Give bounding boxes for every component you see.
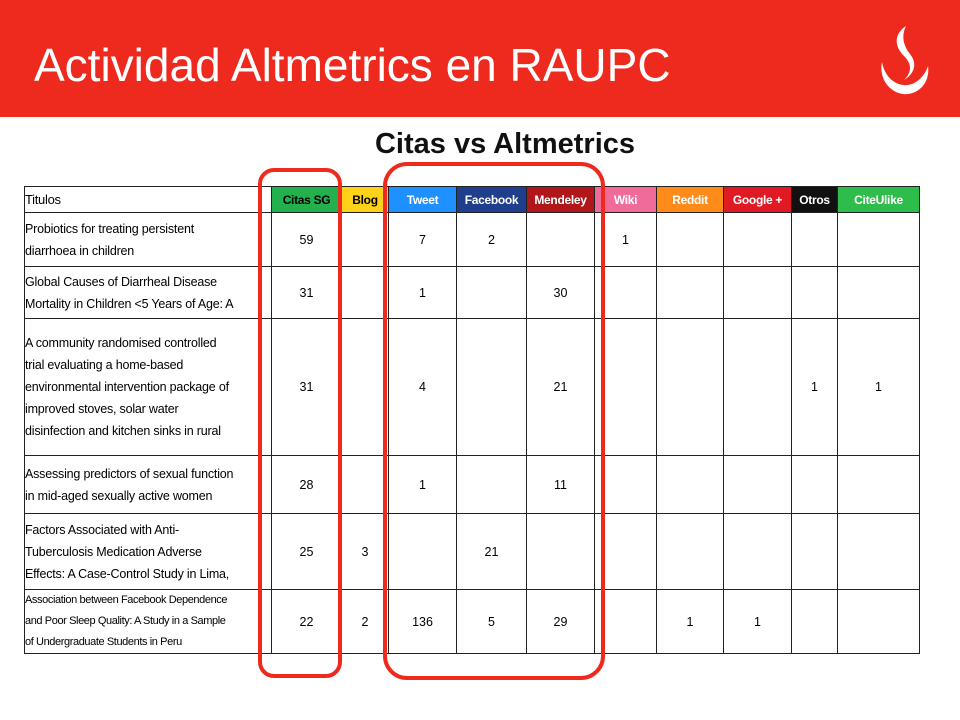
cell-reddit (657, 514, 724, 590)
column-header-otros: Otros (792, 187, 838, 213)
cell-google (724, 514, 792, 590)
cell-otros: 1 (792, 319, 838, 456)
cell-citas-sg: 31 (272, 319, 342, 456)
row-title-line: Mortality in Children <5 Years of Age: A (25, 296, 234, 311)
upc-logo-icon (872, 22, 934, 100)
table-row (25, 590, 920, 654)
cell-otros (792, 456, 838, 514)
cell-wiki (595, 267, 657, 319)
cell-blog (342, 456, 389, 514)
row-title-line: improved stoves, solar water (25, 402, 179, 416)
altmetrics-table (24, 186, 920, 654)
cell-citas-sg: 59 (272, 213, 342, 267)
cell-google: 1 (724, 590, 792, 654)
cell-citeulike (838, 514, 920, 590)
cell-facebook (457, 456, 527, 514)
cell-reddit (657, 213, 724, 267)
row-title-line: trial evaluating a home-based (25, 358, 184, 372)
cell-wiki (595, 590, 657, 654)
cell-mendeley: 29 (527, 590, 595, 654)
cell-citas-sg: 22 (272, 590, 342, 654)
cell-reddit: 1 (657, 590, 724, 654)
cell-tweet: 7 (389, 213, 457, 267)
cell-otros (792, 514, 838, 590)
cell-wiki (595, 456, 657, 514)
cell-tweet: 136 (389, 590, 457, 654)
title-banner (0, 0, 960, 117)
table-row (25, 514, 920, 590)
cell-tweet (389, 514, 457, 590)
cell-reddit (657, 456, 724, 514)
cell-citeulike (838, 213, 920, 267)
cell-citas-sg: 28 (272, 456, 342, 514)
slide-subtitle: Citas vs Altmetrics (374, 128, 636, 160)
cell-tweet: 4 (389, 319, 457, 456)
cell-citeulike (838, 267, 920, 319)
cell-reddit (657, 267, 724, 319)
column-header-reddit: Reddit (657, 187, 724, 213)
cell-mendeley: 21 (527, 319, 595, 456)
cell-blog: 3 (342, 514, 389, 590)
column-header-mendeley: Mendeley (527, 187, 595, 213)
row-title (25, 213, 272, 267)
cell-facebook (457, 319, 527, 456)
cell-facebook: 21 (457, 514, 527, 590)
column-header-facebook: Facebook (457, 187, 527, 213)
row-title (25, 456, 272, 514)
cell-tweet: 1 (389, 456, 457, 514)
row-title-line: disinfection and kitchen sinks in rural (25, 424, 221, 438)
cell-wiki (595, 514, 657, 590)
cell-otros (792, 213, 838, 267)
cell-mendeley (527, 514, 595, 590)
cell-facebook (457, 267, 527, 319)
cell-reddit (657, 319, 724, 456)
row-title-line: Factors Associated with Anti- (25, 522, 179, 537)
column-header-wiki: Wiki (595, 187, 657, 213)
cell-facebook: 2 (457, 213, 527, 267)
table-row (25, 213, 920, 267)
cell-otros (792, 267, 838, 319)
cell-citas-sg: 31 (272, 267, 342, 319)
cell-citeulike: 1 (838, 319, 920, 456)
row-title (25, 590, 272, 654)
column-header-google: Google + (724, 187, 792, 213)
column-header-citas-sg: Citas SG (272, 187, 342, 213)
cell-blog (342, 267, 389, 319)
header-row (25, 187, 920, 213)
cell-facebook: 5 (457, 590, 527, 654)
cell-wiki: 1 (595, 213, 657, 267)
row-title-line: and Poor Sleep Quality: A Study in a Sample (25, 615, 226, 627)
slide-title: Actividad Altmetrics en RAUPC (34, 39, 671, 91)
cell-mendeley: 30 (527, 267, 595, 319)
table-row (25, 456, 920, 514)
cell-mendeley: 11 (527, 456, 595, 514)
row-title-line: Global Causes of Diarrheal Disease (25, 274, 217, 289)
cell-citeulike (838, 456, 920, 514)
cell-otros (792, 590, 838, 654)
row-title-line: diarrhoea in children (25, 243, 135, 258)
cell-google (724, 267, 792, 319)
column-header-citeulike: CiteUlike (838, 187, 920, 213)
cell-google (724, 456, 792, 514)
row-title-line: Assessing predictors of sexual function (25, 466, 234, 481)
row-title-line: Effects: A Case-Control Study in Lima, (25, 566, 230, 581)
cell-wiki (595, 319, 657, 456)
row-title-line: of Undergraduate Students in Peru (25, 636, 182, 648)
cell-citeulike (838, 590, 920, 654)
cell-tweet: 1 (389, 267, 457, 319)
cell-blog: 2 (342, 590, 389, 654)
cell-blog (342, 319, 389, 456)
cell-google (724, 213, 792, 267)
row-title (25, 267, 272, 319)
row-title (25, 514, 272, 590)
row-title-line: Tuberculosis Medication Adverse (25, 544, 202, 559)
cell-blog (342, 213, 389, 267)
table-row (25, 319, 920, 456)
row-title-line: Probiotics for treating persistent (25, 221, 194, 236)
table-row (25, 267, 920, 319)
row-title (25, 319, 272, 456)
column-header-blog: Blog (342, 187, 389, 213)
cell-mendeley (527, 213, 595, 267)
cell-citas-sg: 25 (272, 514, 342, 590)
row-title-line: environmental intervention package of (25, 380, 229, 394)
column-header-titulos: Titulos (25, 187, 272, 213)
cell-google (724, 319, 792, 456)
row-title-line: A community randomised controlled (25, 336, 217, 350)
row-title-line: Association between Facebook Dependence (25, 594, 228, 606)
column-header-tweet: Tweet (389, 187, 457, 213)
row-title-line: in mid-aged sexually active women (25, 488, 213, 503)
